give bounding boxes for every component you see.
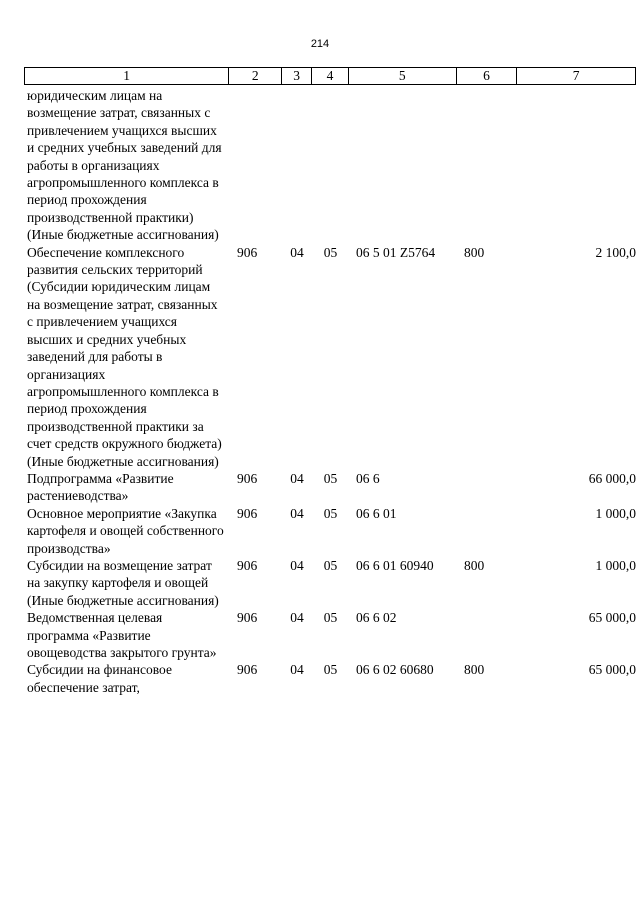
row-target-article: 06 6 01 60940 xyxy=(356,557,434,573)
row-subsection: 05 xyxy=(323,505,338,521)
row-subsection: 05 xyxy=(323,470,338,486)
row-name: Подпрограмма «Развитие растениеводства» xyxy=(27,470,174,504)
column-header-1: 1 xyxy=(25,68,229,84)
table-header xyxy=(24,67,636,85)
table-row xyxy=(24,557,636,609)
row-subsection: 05 xyxy=(323,610,338,626)
column-header-7: 7 xyxy=(572,68,580,83)
row-section: 04 xyxy=(290,557,304,573)
table-body xyxy=(24,87,636,696)
column-header-4: 4 xyxy=(312,68,349,84)
row-target-article: 06 6 xyxy=(356,470,380,486)
row-name: юридическим лицам на возмещение затрат, связанных с привлечением учащихся высших и средних учебных заведений для работы в организациях агропромышленного комплекса в период прохождения производственной практики) (Иные бюджетные ассигнования) xyxy=(27,88,222,243)
row-amount: 1 000,0 xyxy=(595,557,636,573)
column-header-2: 2 xyxy=(229,68,282,84)
row-section: 04 xyxy=(290,244,304,260)
row-amount: 65 000,0 xyxy=(588,662,636,678)
row-target-article: 06 6 01 xyxy=(356,505,397,521)
row-section: 04 xyxy=(290,505,304,521)
row-section: 04 xyxy=(290,662,304,678)
row-section: 04 xyxy=(290,610,304,626)
table-row xyxy=(24,609,636,661)
page-number: 214 xyxy=(310,38,330,50)
row-grbs: 906 xyxy=(237,557,258,573)
row-name: Обеспечение комплексного развития сельских территорий (Субсидии юридическим лицам на возмещение затрат, связанных с привлечением учащихся высших и средних учебных заведений для работы в организациях агропромышленного комплекса в период прохождения производственной практики за счет средств окружного бюджета) (Иные бюджетные ассигнования) xyxy=(27,244,222,469)
row-subsection: 05 xyxy=(323,662,338,678)
row-grbs: 906 xyxy=(237,470,258,486)
row-grbs: 906 xyxy=(237,505,258,521)
row-target-article: 06 6 02 xyxy=(356,610,397,626)
row-expense-type: 800 xyxy=(464,662,485,678)
row-expense-type: 800 xyxy=(464,557,485,573)
row-amount: 2 100,0 xyxy=(595,244,636,260)
row-name: Ведомственная целевая программа «Развитие овощеводства закрытого грунта» xyxy=(27,610,217,660)
row-subsection: 05 xyxy=(323,244,338,260)
row-amount: 66 000,0 xyxy=(588,470,636,486)
table-row xyxy=(24,87,636,244)
row-grbs: 906 xyxy=(237,244,258,260)
row-name: Субсидии на возмещение затрат на закупку картофеля и овощей (Иные бюджетные ассигнования) xyxy=(27,557,219,608)
row-target-article: 06 5 01 Z5764 xyxy=(356,244,436,260)
row-grbs: 906 xyxy=(237,662,258,678)
column-header-5: 5 xyxy=(349,68,457,84)
row-target-article: 06 6 02 60680 xyxy=(356,662,434,678)
row-subsection: 05 xyxy=(323,557,338,573)
table-row xyxy=(24,505,636,557)
table-row xyxy=(24,470,636,505)
column-header-3: 3 xyxy=(282,68,312,84)
row-amount: 1 000,0 xyxy=(595,505,636,521)
row-amount: 65 000,0 xyxy=(588,610,636,626)
row-name: Субсидии на финансовое обеспечение затрат, xyxy=(27,662,172,695)
row-section: 04 xyxy=(290,470,304,486)
row-expense-type: 800 xyxy=(464,244,485,260)
column-header-6: 6 xyxy=(457,68,518,84)
table-row xyxy=(24,244,636,470)
table-row xyxy=(24,661,636,696)
row-name: Основное мероприятие «Закупка картофеля и овощей собственного производства» xyxy=(27,505,224,556)
row-grbs: 906 xyxy=(237,610,258,626)
